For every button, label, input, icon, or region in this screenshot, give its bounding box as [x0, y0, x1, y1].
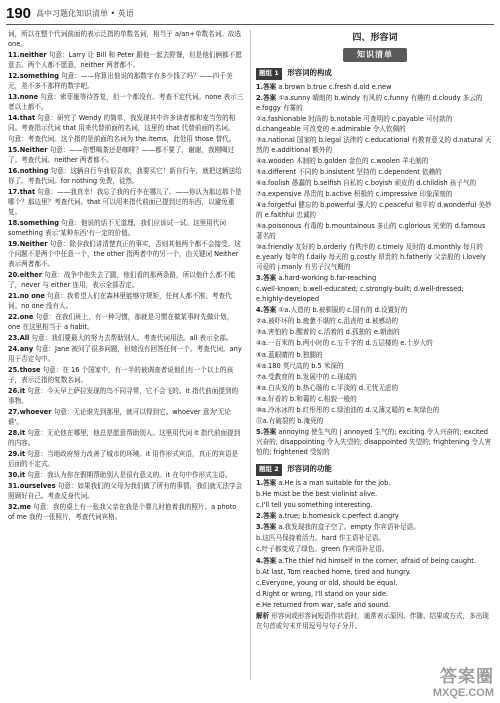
- answer-text: ⑥a.foolish 愚蠢的 b.selfish 自私的 c.boyish 顽皮的 d.childish 孩子气的: [256, 179, 477, 187]
- answer-item: [8, 408, 244, 428]
- answer-text: ⑨a.poisonous 有毒的 b.mountainous 多山的 c.glorious 光荣的 d.famous 著名的: [256, 222, 486, 241]
- answer-label: 解析: [256, 611, 270, 620]
- answer-number: 1.: [256, 82, 264, 91]
- answer-word: that: [19, 114, 36, 122]
- answer-text: 句意：今天早上萨拉发现的鸟不同寻常，它不会飞的。it 指代前面提到的事物。: [8, 387, 239, 405]
- answer-text: ②a.fashionable 时尚的 b.notable 可查明的 c.payable 可付款的 d.changeable 可改变的 e.admirable 令人钦佩的: [256, 114, 453, 133]
- answer-item: [256, 351, 494, 361]
- answer-text: 句意：——你想喝茶还是咖啡？——都不要了，谢谢，我刚喝过了。考查代词。neither 两者都不。: [8, 146, 235, 164]
- answer-item: [8, 271, 244, 291]
- answer-item: [8, 219, 244, 239]
- answer-number: 30.: [8, 471, 20, 479]
- answer-item: [256, 406, 494, 416]
- answer-text: 句意：如果我们的父母为我们做了所有的事情，我们就无法学会照顾好自己。考查反身代词。: [8, 482, 243, 500]
- answer-item: [8, 471, 244, 481]
- answer-number: 21.: [8, 291, 20, 300]
- answer-item: [256, 339, 494, 349]
- answer-item: [256, 243, 494, 273]
- answer-item: [256, 94, 494, 114]
- answer-text: ⑦a.受教育的 b.发展中的 c.现成的: [256, 372, 357, 381]
- answer-item: [8, 387, 244, 407]
- answer-label: 答案: [263, 274, 277, 283]
- answer-text: 句意：Jane 被问了很多问题，但她没有回答任何一个。考查代词。any 用于否定句中。: [8, 345, 242, 363]
- answer-text: 句意：我认为你在假期帮助别人是很有意义的。it 在句中作形式主语。: [27, 471, 232, 479]
- answer-item: [256, 179, 494, 189]
- answer-item: [256, 222, 494, 242]
- answer-item: [256, 590, 494, 600]
- answer-item: [8, 240, 244, 270]
- answer-item: [256, 83, 494, 93]
- answer-word: it: [19, 471, 26, 479]
- answer-word: ourselves: [19, 482, 56, 491]
- answer-number: 19.: [8, 240, 20, 248]
- answer-word: Neither: [19, 240, 48, 248]
- answer-number: 4.: [256, 306, 264, 315]
- topic-2-answers: [256, 479, 494, 632]
- answer-item: [8, 167, 244, 187]
- answer-word: All: [19, 333, 30, 342]
- answer-item: [8, 345, 244, 365]
- answer-word: none: [19, 93, 39, 101]
- answer-item: [256, 384, 494, 394]
- answer-text: a.He is a man suitable for the job.: [278, 478, 391, 487]
- topic-2-heading: [256, 464, 494, 476]
- answer-item: [8, 292, 244, 312]
- answer-word: it: [19, 429, 26, 437]
- answer-text: ⑧a.白头发的 b.热心肠的 c.平淡的 d.无忧无虑的: [256, 383, 399, 392]
- answer-text: a.hard-working b.far-reaching: [278, 274, 377, 283]
- answer-word: something: [19, 219, 60, 227]
- answer-text: 句意：——我真幸！我忘了我的行李在哪儿了。——你认为那边那个是哪个？那边里？考查代词。that 可以用来指代前面已提到过的东西，以避免重复。: [8, 188, 242, 216]
- answer-text: c.Everyone, young or old, should be equal.: [256, 578, 398, 587]
- answer-number: 3.: [256, 523, 264, 532]
- answer-text: 句意：他说的话不无道理，我们应该试一试。这里用代词 something 表示'某种东西'有一定的价值。: [8, 219, 226, 237]
- answer-item: [8, 135, 244, 145]
- answer-text: 句意：研究了 Wendy 的简单，我发现其中许多读者都和麦当劳的相同。考查指示代词 that 用来代替前面的名词，这里的 that 代替前面的名词。: [8, 114, 236, 132]
- answer-text: a.true; b.homesick c.perfect d.angry: [278, 512, 399, 521]
- answer-word: whoever: [19, 408, 52, 416]
- answer-number: 4.: [256, 556, 264, 565]
- watermark-url: MXQE.COM: [432, 687, 494, 699]
- answer-item: [256, 545, 494, 555]
- answer-word: no one: [19, 291, 45, 300]
- answer-text: annoying 使生气的 | annoyed 生气的; exciting 令人兴奋的; excited 兴奋的; disappointing 令人失望的; disappointed 失望的; frightening 令人害怕的; frightened 受惊的: [256, 428, 492, 457]
- answer-word: neither: [19, 51, 47, 59]
- answer-item: [256, 157, 494, 167]
- answer-text: ⑥a.180 英尺高的 b.5 米深的: [256, 361, 344, 370]
- answer-item: [8, 72, 244, 92]
- answer-text: 句意：战争中他失去了腿，他们看的那两条路，所以他什么都不能了，never 与 either 连用，表示全部否定。: [8, 270, 236, 289]
- answer-word: any: [19, 345, 34, 353]
- answer-text: b.He must be the best violinist alive.: [256, 489, 378, 498]
- answer-text: 句意：我希望人们在森林里能够守规矩，任何人都不准。考查代词。no one 没有人。: [8, 291, 232, 310]
- answer-number: 5.: [256, 428, 264, 437]
- answer-item: [8, 482, 244, 502]
- topic-1-title: 形容词的构成: [287, 67, 332, 77]
- answer-text: c.I'll tell you something interesting.: [256, 501, 373, 510]
- answer-item: [256, 557, 494, 567]
- answer-number: 31.: [8, 482, 20, 491]
- answer-label: 答案: [263, 306, 277, 315]
- answer-item: [256, 490, 494, 500]
- section-title: 四、形容词: [352, 33, 398, 43]
- answer-number: 32.: [8, 503, 20, 512]
- answer-text: ④a.wooden 木制的 b.golden 金色的 c.woolen 羊毛制的: [256, 156, 429, 165]
- watermark: [433, 662, 494, 699]
- answer-text: d.Right or wrong, I'll stand on your side.: [256, 589, 389, 598]
- answer-text: ①a.sunny 晴朗的 b.windy 有风的 c.funny 有趣的 d.cloudy 多云的 e.foggy 有雾的: [256, 93, 483, 112]
- answer-text: a.brown b.true c.fresh d.old e.new: [278, 82, 392, 91]
- answer-number: 11.: [8, 51, 20, 59]
- answer-number: 26.: [8, 387, 20, 395]
- answer-item: [256, 501, 494, 511]
- answer-text: b.At last, Tom reached home, tired and hungry.: [256, 567, 411, 576]
- answer-item: [256, 512, 494, 522]
- answer-item: [256, 534, 494, 544]
- answer-item: [256, 285, 494, 305]
- answer-item: [256, 568, 494, 578]
- section-ribbon-wrap: [256, 48, 494, 62]
- answer-label: 答案: [263, 523, 277, 532]
- answer-item: [8, 429, 244, 449]
- answer-text: 句意：——你算出他说的那数字有多少钱了吗？——四千美元，差不多不那样的数字吧。: [8, 72, 233, 90]
- answer-word: it: [19, 450, 26, 458]
- answer-number: 20.: [8, 270, 20, 279]
- answer-text: 句意：这辆自行车我很喜欢，我要买它！新自行车，就把这辆送给你了。考查代词。for nothing 免费，徒然。: [8, 167, 242, 185]
- answer-text: ①a.人造的 b.被驯服的 c.国有的 d.设置好的: [278, 306, 408, 315]
- answer-number: 29.: [8, 450, 20, 458]
- answer-text: ⑨a.好看的 b.和蔼的 c.相貌一般的: [256, 394, 357, 403]
- answer-number: 24.: [8, 345, 20, 353]
- left-column: [8, 30, 244, 524]
- column-divider: [250, 30, 251, 680]
- answer-word: it: [19, 387, 26, 395]
- answer-item: [256, 274, 494, 284]
- answer-item: [8, 450, 244, 470]
- answer-text: ⑤a.蓝眼睛的 b.独腿的: [256, 350, 323, 359]
- answer-text: a.我发现我的盒子空了。empty 作宾语补足语。: [278, 523, 420, 532]
- answer-text: 句意：考查代词。这个指的是前面的名词为 the items，此处用 those 替代。: [8, 135, 236, 143]
- answer-text: 句意：无论谁先到那里，就可以得到它。whoever 意为'无论谁'。: [8, 408, 231, 426]
- answer-text: 词，所以在整个代词前面的表示泛指的单数名词，相当于 a/an+单数名词。故选 one。: [8, 30, 242, 48]
- answer-number: 1.: [256, 478, 264, 487]
- answer-item: [256, 395, 494, 405]
- answer-item: [256, 136, 494, 156]
- answer-text: ⑤a.different 不同的 b.insistent 坚持的 c.dependent 依赖的: [256, 167, 442, 176]
- section-ribbon: 知识清单: [343, 48, 407, 62]
- answer-number: 14.: [8, 114, 20, 122]
- answer-item: [256, 201, 494, 221]
- answer-text: ⑩a.friendly 友好的 b.orderly 有秩序的 c.timely 及时的 d.monthly 每月的 e.yearly 每年的 f.daily 每天的 g.costly 昂贵的 h.fatherly 父亲般的 i.lovely 可爱的 j.manly 有男子汉气概的: [256, 243, 486, 271]
- answer-text: ⑧a.forgetful 健忘的 b.powerful 强大的 c.peaceful 和平的 d.wonderful 美妙的 e.faithful 忠诚的: [256, 201, 492, 220]
- answer-item: [8, 30, 244, 50]
- answer-item: [256, 601, 494, 611]
- answer-item: [8, 51, 244, 71]
- answer-text: 句意：在 16 个国家中，有一半的被调查者说他们有一个以上的孩子，表示泛指的复数名词。: [8, 366, 234, 384]
- answer-text: 句意：无论他在哪里，他总是愿意帮助别人。这里用代词 it 指代前面提到的内容。: [8, 429, 241, 447]
- answer-text: c.well-known; b.well-educated; c.strongly-built; d.well-dressed; e.highly-developed: [256, 285, 464, 304]
- topic-2-badge: 题组 2: [256, 464, 282, 476]
- answer-word: one: [19, 312, 34, 321]
- answer-number: 2.: [256, 512, 264, 521]
- book-title: 高中习题化知识清单 • 英语: [36, 9, 134, 18]
- answer-number: 12.: [8, 72, 20, 80]
- answer-text: 句意：索菲娅等待答复，但一个都没有。考查不定代词。none 表示三者以上都不。: [8, 93, 244, 111]
- answer-text: c.叶子都变成了绿色。green 作宾语补足语。: [256, 545, 389, 554]
- answer-text: 形容词或形容词短语作状语时，通常表示原因、伴随、结果或方式，多出现在句首或句末并用逗号与句子分开。: [256, 611, 489, 630]
- answer-label: 答案: [263, 93, 277, 102]
- answer-item: [256, 115, 494, 135]
- answer-label: 答案: [263, 428, 277, 437]
- answer-text: 句意：当地政府努力改善了城市的环境。it 用作形式宾语，真正的宾语是后面的不定式。: [8, 450, 239, 468]
- answer-number: 16.: [8, 167, 20, 176]
- answer-item: [256, 328, 494, 338]
- answer-label: 答案: [263, 478, 277, 487]
- answer-item: [8, 334, 244, 344]
- answer-word: either: [19, 270, 42, 279]
- topic-1-badge: 题组 1: [256, 68, 282, 80]
- answer-item: [8, 503, 244, 523]
- answer-text: ⑩a.冷冰冰的 b.红彤彤的 c.绿油油的 d.又薄又暖的 e.灰绿色的: [256, 406, 440, 415]
- answer-number: 18.: [8, 219, 20, 227]
- answer-number: 22.: [8, 312, 20, 321]
- answer-item: [8, 146, 244, 166]
- answer-item: [256, 168, 494, 178]
- answer-text: 句意：我们要最大的努力去帮助别人。考查代词用法。all 表示全部。: [31, 333, 233, 342]
- answer-number: 3.: [256, 274, 264, 283]
- answer-text: 句意：Larry 让 Bill 和 Peter 跟他一起去野餐，但是他们俩都不愿意去。两个人都不愿意，neither 两者都不。: [8, 51, 242, 69]
- answer-word: Neither: [19, 146, 48, 155]
- answer-item: [256, 612, 494, 632]
- answer-item: [8, 313, 244, 333]
- answer-text: a.The thief hid himself in the corner, afraid of being caught.: [278, 556, 476, 565]
- answer-number: 25.: [8, 366, 20, 374]
- answer-text: 句意：我的桌上有一张我父亲在我是个婴儿时抱着我的照片。a photo of me 我的一张照片，考查代词宾格。: [8, 503, 237, 521]
- answer-number: 15.: [8, 146, 20, 155]
- answer-item: [256, 362, 494, 372]
- answer-text: ⑪a.有破裂的 b.淹死的: [256, 417, 324, 426]
- answer-number: 2.: [256, 93, 264, 102]
- header-rule: [6, 24, 494, 25]
- topic-1-heading: [256, 68, 494, 80]
- right-column: [256, 30, 494, 633]
- answer-text: e.He returned from war, safe and sound.: [256, 600, 391, 609]
- answer-item: [256, 417, 494, 427]
- answer-text: ③a.害怕的 b.醒着的 c.活着的 d.孤独的 e.朝南的: [256, 328, 400, 337]
- answer-number: 28.: [8, 429, 20, 437]
- answer-word: me: [19, 503, 32, 512]
- topic-1-answers: [256, 83, 494, 458]
- page-header: [0, 0, 500, 26]
- answer-text: ④a.一百米的 b.两小时的 c.五千字的 d.五层楼的 e.十岁大的: [256, 339, 433, 348]
- answer-label: 答案: [263, 82, 277, 91]
- page-number: 190: [6, 5, 32, 22]
- answer-number: 27.: [8, 408, 20, 416]
- answer-item: [256, 428, 494, 458]
- topic-2-title: 形容词的功能: [287, 463, 332, 473]
- answer-item: [8, 93, 244, 113]
- answer-word: that: [19, 188, 36, 197]
- answer-number: 23.: [8, 333, 20, 342]
- watermark-logo: 答案圈: [440, 667, 494, 686]
- answer-text: ⑦a.expensive 昂贵的 b.active 积极的 c.impressive 印象深刻的: [256, 190, 453, 199]
- answer-item: [256, 317, 494, 327]
- answer-item: [8, 366, 244, 386]
- answer-number: 17.: [8, 188, 20, 197]
- answer-text: 句意：在我们班上，有一种习惯，那就是习惯在做某事时先做计划，one 在这里相当于 a habit。: [8, 312, 234, 331]
- answer-item: [256, 479, 494, 489]
- answer-item: [256, 579, 494, 589]
- answer-number: 13.: [8, 93, 20, 101]
- answer-item: [8, 188, 244, 218]
- answer-item: [256, 190, 494, 200]
- answer-item: [8, 114, 244, 134]
- answer-text: ②a.被吓坏的 b.疲惫不堪的 c.沮丧的 d.被感动的: [256, 317, 399, 326]
- answer-item: [256, 523, 494, 533]
- answer-label: 答案: [263, 556, 277, 565]
- answer-word: something: [19, 72, 60, 80]
- answer-word: nothing: [19, 167, 49, 176]
- answer-word: those: [19, 366, 41, 374]
- answer-label: 答案: [263, 512, 277, 521]
- answer-item: [256, 373, 494, 383]
- answer-text: 句意：除非我们讲清楚真正的事实，否则其他两个都不会接受。这个问题不是两个中任意一个，the other 指两者中的另一个，由关键词 Neither 表示两者都不。: [8, 240, 241, 268]
- answer-text: ③a.national 国家的 b.legal 法律的 c.educational 有教育意义的 d.natural 天然的 e.additional 额外的: [256, 135, 492, 154]
- answer-item: [256, 306, 494, 316]
- answer-text: b.这匹马保持着活力。hard 作主语补足语。: [256, 534, 385, 543]
